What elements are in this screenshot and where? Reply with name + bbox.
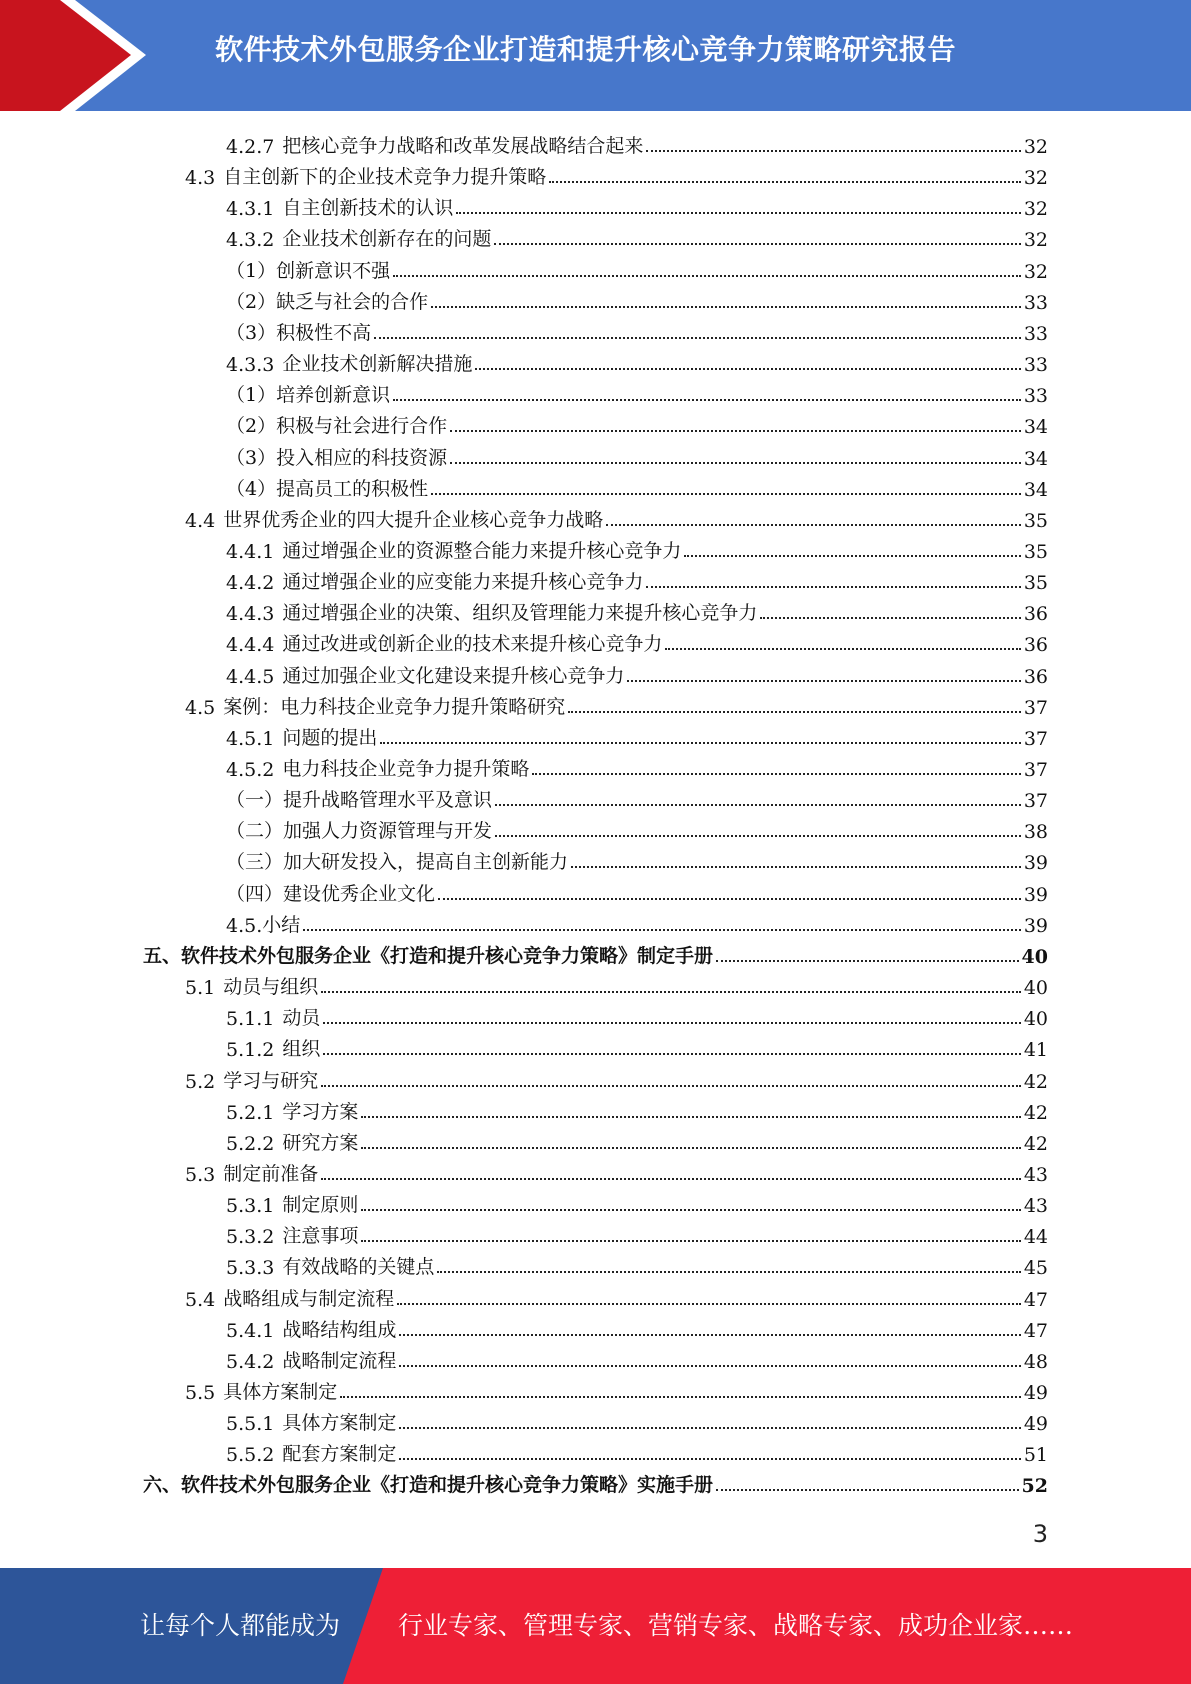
toc-entry-number: （2）	[226, 290, 277, 313]
dot-leader	[438, 897, 1021, 900]
toc-entry-title: 自主创新技术的认识	[282, 197, 454, 220]
dot-leader	[475, 367, 1020, 370]
toc-entry-page: 44	[1023, 1226, 1048, 1249]
toc-entry[interactable]	[226, 1186, 1048, 1217]
toc-entry-title: 自主创新下的企业技术竞争力提升策略	[223, 166, 547, 189]
toc-entry-number: 4.4.5	[226, 665, 275, 688]
toc-entry-title: 小结	[262, 913, 301, 936]
toc-entry[interactable]	[143, 937, 1048, 968]
dot-leader	[361, 1115, 1020, 1118]
dot-leader	[665, 647, 1020, 650]
toc-entry-page: 40	[1023, 977, 1048, 1000]
toc-entry[interactable]	[226, 843, 1048, 874]
toc-entry[interactable]	[226, 470, 1048, 501]
toc-entry-page: 39	[1023, 852, 1048, 875]
toc-entry-number: 4.4	[185, 509, 216, 532]
toc-entry[interactable]	[226, 657, 1048, 688]
toc-entry[interactable]	[185, 1280, 1048, 1311]
toc-entry-page: 43	[1023, 1195, 1048, 1218]
toc-entry[interactable]	[185, 501, 1048, 532]
toc-entry-title: 具体方案制定	[223, 1381, 338, 1403]
toc-entry[interactable]	[226, 781, 1048, 812]
toc-entry-page: 42	[1023, 1101, 1048, 1124]
toc-entry-title: 战略结构组成	[282, 1318, 397, 1341]
toc-entry-page: 36	[1023, 634, 1048, 657]
toc-entry[interactable]	[143, 1466, 1048, 1497]
toc-entry-page: 34	[1023, 478, 1048, 501]
toc-entry-title: 学习方案	[282, 1100, 359, 1123]
dot-leader	[321, 990, 1021, 993]
dot-leader	[627, 679, 1020, 682]
toc-entry-title: 软件技术外包服务企业《打造和提升核心竞争力策略》实施手册	[181, 1474, 714, 1497]
toc-entry-page: 33	[1023, 291, 1048, 314]
toc-entry-page: 37	[1023, 727, 1048, 750]
dot-leader	[321, 1084, 1021, 1087]
toc-entry-page: 36	[1023, 665, 1048, 688]
toc-entry[interactable]	[226, 812, 1048, 843]
toc-entry-title: 创新意识不强	[276, 259, 391, 282]
toc-entry-page: 48	[1023, 1350, 1048, 1373]
footer-slogan: 让每个人都能成为	[140, 1611, 341, 1640]
toc-entry-number: （1）	[226, 384, 277, 407]
dot-leader	[760, 616, 1020, 619]
page-number: 3	[1032, 1520, 1048, 1548]
toc-entry-title: 动员	[282, 1007, 321, 1030]
toc-entry[interactable]	[226, 719, 1048, 750]
toc-entry[interactable]	[185, 968, 1048, 999]
toc-entry-page: 39	[1023, 914, 1048, 937]
toc-entry-number: （四）	[226, 882, 284, 905]
toc-entry[interactable]	[226, 220, 1048, 251]
toc-entry-number: 5.1	[185, 977, 216, 1000]
toc-entry[interactable]	[226, 1342, 1048, 1373]
toc-entry-title: 通过加强企业文化建设来提升核心竞争力	[282, 664, 625, 687]
toc-entry[interactable]	[185, 1373, 1048, 1404]
toc-entry[interactable]	[226, 252, 1048, 283]
toc-entry-title: 把核心竞争力战略和改革发展战略结合起来	[282, 135, 644, 157]
toc-entry-number: 六、	[143, 1474, 182, 1497]
toc-entry-title: 世界优秀企业的四大提升企业核心竞争力战略	[223, 508, 604, 531]
toc-entry-number: （1）	[226, 259, 277, 282]
dot-leader	[323, 1052, 1020, 1055]
dot-leader	[532, 772, 1020, 775]
toc-entry[interactable]	[226, 189, 1048, 220]
toc-entry-title: 加强人力资源管理与开发	[283, 820, 493, 843]
toc-entry-page: 43	[1023, 1163, 1048, 1186]
toc-entry-title: 制定前准备	[223, 1162, 319, 1185]
toc-entry-number: （三）	[226, 851, 284, 874]
toc-entry-title: 通过增强企业的资源整合能力来提升核心竞争力	[282, 539, 682, 562]
toc-entry-page: 51	[1023, 1444, 1048, 1467]
toc-entry[interactable]	[226, 532, 1048, 563]
toc-entry-number: 5.5.1	[226, 1413, 275, 1436]
toc-entry-number: 4.3.2	[226, 229, 275, 252]
dot-leader	[361, 1146, 1020, 1149]
dot-leader	[399, 1426, 1020, 1429]
dot-leader	[393, 398, 1021, 401]
toc-entry-number: 5.2	[185, 1070, 216, 1093]
toc-entry-title: 学习与研究	[223, 1069, 319, 1092]
toc-entry-title: 加大研发投入，提高自主创新能力	[283, 851, 569, 874]
dot-leader	[399, 1457, 1020, 1460]
toc-entry-page: 32	[1023, 136, 1048, 158]
toc-entry-page: 33	[1023, 354, 1048, 377]
toc-entry-number: 5.2.1	[226, 1101, 275, 1124]
toc-entry-number: 5.5	[185, 1382, 216, 1404]
toc-entry[interactable]	[226, 563, 1048, 594]
toc-entry-title: 缺乏与社会的合作	[276, 290, 429, 313]
toc-entry-page: 35	[1023, 509, 1048, 532]
dot-leader	[456, 211, 1020, 214]
toc-entry-page: 35	[1023, 540, 1048, 563]
toc-entry-title: 有效战略的关键点	[282, 1256, 435, 1279]
dot-leader	[450, 429, 1021, 432]
toc-entry-title: 企业技术创新解决措施	[282, 353, 473, 376]
toc-entry-title: 企业技术创新存在的问题	[282, 228, 492, 251]
dot-leader	[495, 834, 1021, 837]
toc-entry-title: 提升战略管理水平及意识	[283, 789, 493, 812]
toc-entry-page: 37	[1023, 759, 1048, 781]
toc-entry-page: 47	[1023, 1319, 1048, 1342]
dot-leader	[399, 1333, 1020, 1336]
toc-entry-title: 积极性不高	[276, 321, 372, 344]
toc-entry[interactable]	[226, 1311, 1048, 1342]
toc-entry-number: 5.4.2	[226, 1350, 275, 1373]
toc-entry-page: 41	[1023, 1039, 1048, 1062]
toc-entry-title: 电力科技企业竞争力提升策略	[282, 758, 530, 780]
dot-leader	[495, 803, 1021, 806]
toc-entry-number: （3）	[226, 446, 277, 469]
toc-entry-page: 47	[1023, 1288, 1048, 1311]
toc-entry-page: 38	[1023, 821, 1048, 844]
toc-entry-page: 32	[1023, 198, 1048, 221]
toc-entry-page: 37	[1023, 696, 1048, 719]
dot-leader	[646, 585, 1020, 588]
dot-leader	[361, 1239, 1020, 1242]
toc-entry-title: 案例：电力科技企业竞争力提升策略研究	[223, 695, 566, 718]
toc-entry-page: 32	[1023, 167, 1048, 190]
dot-leader	[646, 149, 1020, 152]
dot-leader	[397, 1302, 1021, 1305]
dot-leader	[571, 865, 1021, 868]
toc-entry-title: 积极与社会进行合作	[276, 415, 448, 438]
toc-entry-page: 32	[1023, 229, 1048, 252]
dot-leader	[323, 1021, 1020, 1024]
toc-entry-title: 具体方案制定	[282, 1412, 397, 1435]
toc-entry-page: 33	[1023, 322, 1048, 345]
dot-leader	[716, 1488, 1019, 1491]
toc-entry-title: 建设优秀企业文化	[283, 882, 436, 905]
toc-entry[interactable]	[226, 376, 1048, 407]
toc-entry-page: 42	[1023, 1132, 1048, 1155]
dot-leader	[321, 1177, 1021, 1180]
dot-leader	[340, 1395, 1021, 1398]
toc-entry-number: 5.2.2	[226, 1132, 275, 1155]
toc-entry[interactable]	[226, 906, 1048, 937]
toc-entry-number: 4.5.2	[226, 759, 275, 781]
toc-entry-number: 4.4.3	[226, 603, 275, 626]
dot-leader	[494, 242, 1020, 245]
toc-entry-title: 配套方案制定	[282, 1443, 397, 1466]
toc-entry-title: 投入相应的科技资源	[276, 446, 448, 469]
toc-entry[interactable]	[226, 407, 1048, 438]
toc-entry-number: 4.5.	[226, 914, 263, 937]
dot-leader	[606, 523, 1021, 526]
toc-entry-page: 49	[1023, 1382, 1048, 1404]
toc-entry-title: 制定原则	[282, 1194, 359, 1217]
toc-entry[interactable]	[226, 1435, 1048, 1466]
toc-entry[interactable]	[226, 283, 1048, 314]
toc-entry-number: 4.3.1	[226, 198, 275, 221]
toc-entry-page: 49	[1023, 1413, 1048, 1436]
toc-entry[interactable]	[226, 625, 1048, 656]
toc-entry-page: 39	[1023, 883, 1048, 906]
toc-entry-number: 4.5.1	[226, 727, 275, 750]
dot-leader	[399, 1364, 1020, 1367]
toc-entry-number: 4.4.2	[226, 572, 275, 595]
dot-leader	[716, 959, 1019, 962]
toc-entry-title: 提高员工的积极性	[276, 477, 429, 500]
dot-leader	[684, 554, 1020, 557]
toc-entry-title: 战略组成与制定流程	[223, 1287, 395, 1310]
toc-entry-page: 40	[1023, 1008, 1048, 1031]
toc-entry-number: （二）	[226, 820, 284, 843]
toc-entry[interactable]	[226, 999, 1048, 1030]
toc-entry-number: （3）	[226, 321, 277, 344]
dot-leader	[431, 492, 1021, 495]
toc-entry-page: 32	[1023, 260, 1048, 283]
dot-leader	[393, 274, 1021, 277]
toc-entry-title: 研究方案	[282, 1131, 359, 1154]
toc-entry-number: 4.2.7	[226, 136, 275, 158]
toc-entry-number: 4.3	[185, 167, 216, 190]
toc-entry-number: 五、	[143, 944, 182, 967]
toc-entry[interactable]	[226, 875, 1048, 906]
toc-entry[interactable]	[226, 1124, 1048, 1155]
toc-entry-number: 5.3.2	[226, 1226, 275, 1249]
toc-entry-number: 5.1.2	[226, 1039, 275, 1062]
page-footer	[0, 1568, 1191, 1684]
toc-entry-page: 40	[1021, 945, 1048, 968]
toc-entry-page: 35	[1023, 572, 1048, 595]
dot-leader	[568, 710, 1021, 713]
toc-entry-page: 52	[1021, 1475, 1048, 1498]
toc-entry-page: 34	[1023, 416, 1048, 439]
toc-entry-number: （一）	[226, 789, 284, 812]
toc-entry-title: 注意事项	[282, 1225, 359, 1248]
toc-entry-page: 42	[1023, 1070, 1048, 1093]
toc-entry-number: 5.1.1	[226, 1008, 275, 1031]
toc-entry-number: 4.4.4	[226, 634, 275, 657]
toc-entry-number: 5.3.1	[226, 1195, 275, 1218]
toc-entry-page: 36	[1023, 603, 1048, 626]
toc-entry[interactable]	[185, 158, 1048, 189]
toc-entry-number: 5.4	[185, 1288, 216, 1311]
dot-leader	[374, 336, 1021, 339]
toc-entry-number: 5.3	[185, 1163, 216, 1186]
dot-leader	[431, 305, 1021, 308]
toc-entry[interactable]	[226, 1217, 1048, 1248]
dot-leader	[361, 1208, 1020, 1211]
toc-entry[interactable]	[226, 127, 1048, 158]
toc-entry-number: 4.4.1	[226, 540, 275, 563]
toc-entry-title: 软件技术外包服务企业《打造和提升核心竞争力策略》制定手册	[181, 944, 714, 967]
toc-entry-title: 问题的提出	[282, 726, 378, 749]
toc-entry-page: 37	[1023, 790, 1048, 813]
toc-entry-number: 5.4.1	[226, 1319, 275, 1342]
toc-entry-title: 动员与组织	[223, 976, 319, 999]
toc-entry-page: 34	[1023, 447, 1048, 470]
dot-leader	[549, 180, 1021, 183]
toc-entry-page: 33	[1023, 385, 1048, 408]
toc-entry[interactable]	[185, 688, 1048, 719]
toc-entry-number: 4.5	[185, 696, 216, 719]
toc-entry-number: （4）	[226, 477, 277, 500]
toc-entry-number: 5.3.3	[226, 1257, 275, 1280]
chevron-arrow-icon	[0, 0, 160, 111]
toc-entry-page: 45	[1023, 1257, 1048, 1280]
toc-entry-number: 5.5.2	[226, 1444, 275, 1467]
toc-entry-number: （2）	[226, 415, 277, 438]
toc-entry-title: 战略制定流程	[282, 1349, 397, 1372]
toc-entry[interactable]	[226, 1248, 1048, 1279]
toc-entry-title: 通过增强企业的决策、组织及管理能力来提升核心竞争力	[282, 602, 758, 625]
dot-leader	[450, 461, 1021, 464]
toc-entry[interactable]	[226, 439, 1048, 470]
dot-leader	[303, 928, 1021, 931]
toc-entry-title: 组织	[282, 1038, 321, 1061]
toc-entry[interactable]	[185, 1062, 1048, 1093]
toc-entry[interactable]	[226, 314, 1048, 345]
toc-entry[interactable]	[226, 594, 1048, 625]
toc-entry[interactable]	[185, 1155, 1048, 1186]
footer-expert-list: 行业专家、管理专家、营销专家、战略专家、成功企业家……	[398, 1611, 1074, 1640]
toc-entry[interactable]	[226, 1030, 1048, 1061]
dot-leader	[380, 741, 1020, 744]
toc-entry-title: 通过增强企业的应变能力来提升核心竞争力	[282, 571, 644, 594]
toc-entry[interactable]	[226, 1404, 1048, 1435]
toc-entry[interactable]	[226, 345, 1048, 376]
toc-entry[interactable]	[226, 1093, 1048, 1124]
toc-entry-number: 4.3.3	[226, 354, 275, 377]
document-title: 软件技术外包服务企业打造和提升核心竞争力策略研究报告	[215, 33, 957, 66]
toc-entry-title: 通过改进或创新企业的技术来提升核心竞争力	[282, 633, 663, 656]
dot-leader	[437, 1270, 1020, 1273]
page-header	[0, 0, 1191, 111]
toc-entry[interactable]	[226, 750, 1048, 781]
toc-entry-title: 培养创新意识	[276, 384, 391, 407]
